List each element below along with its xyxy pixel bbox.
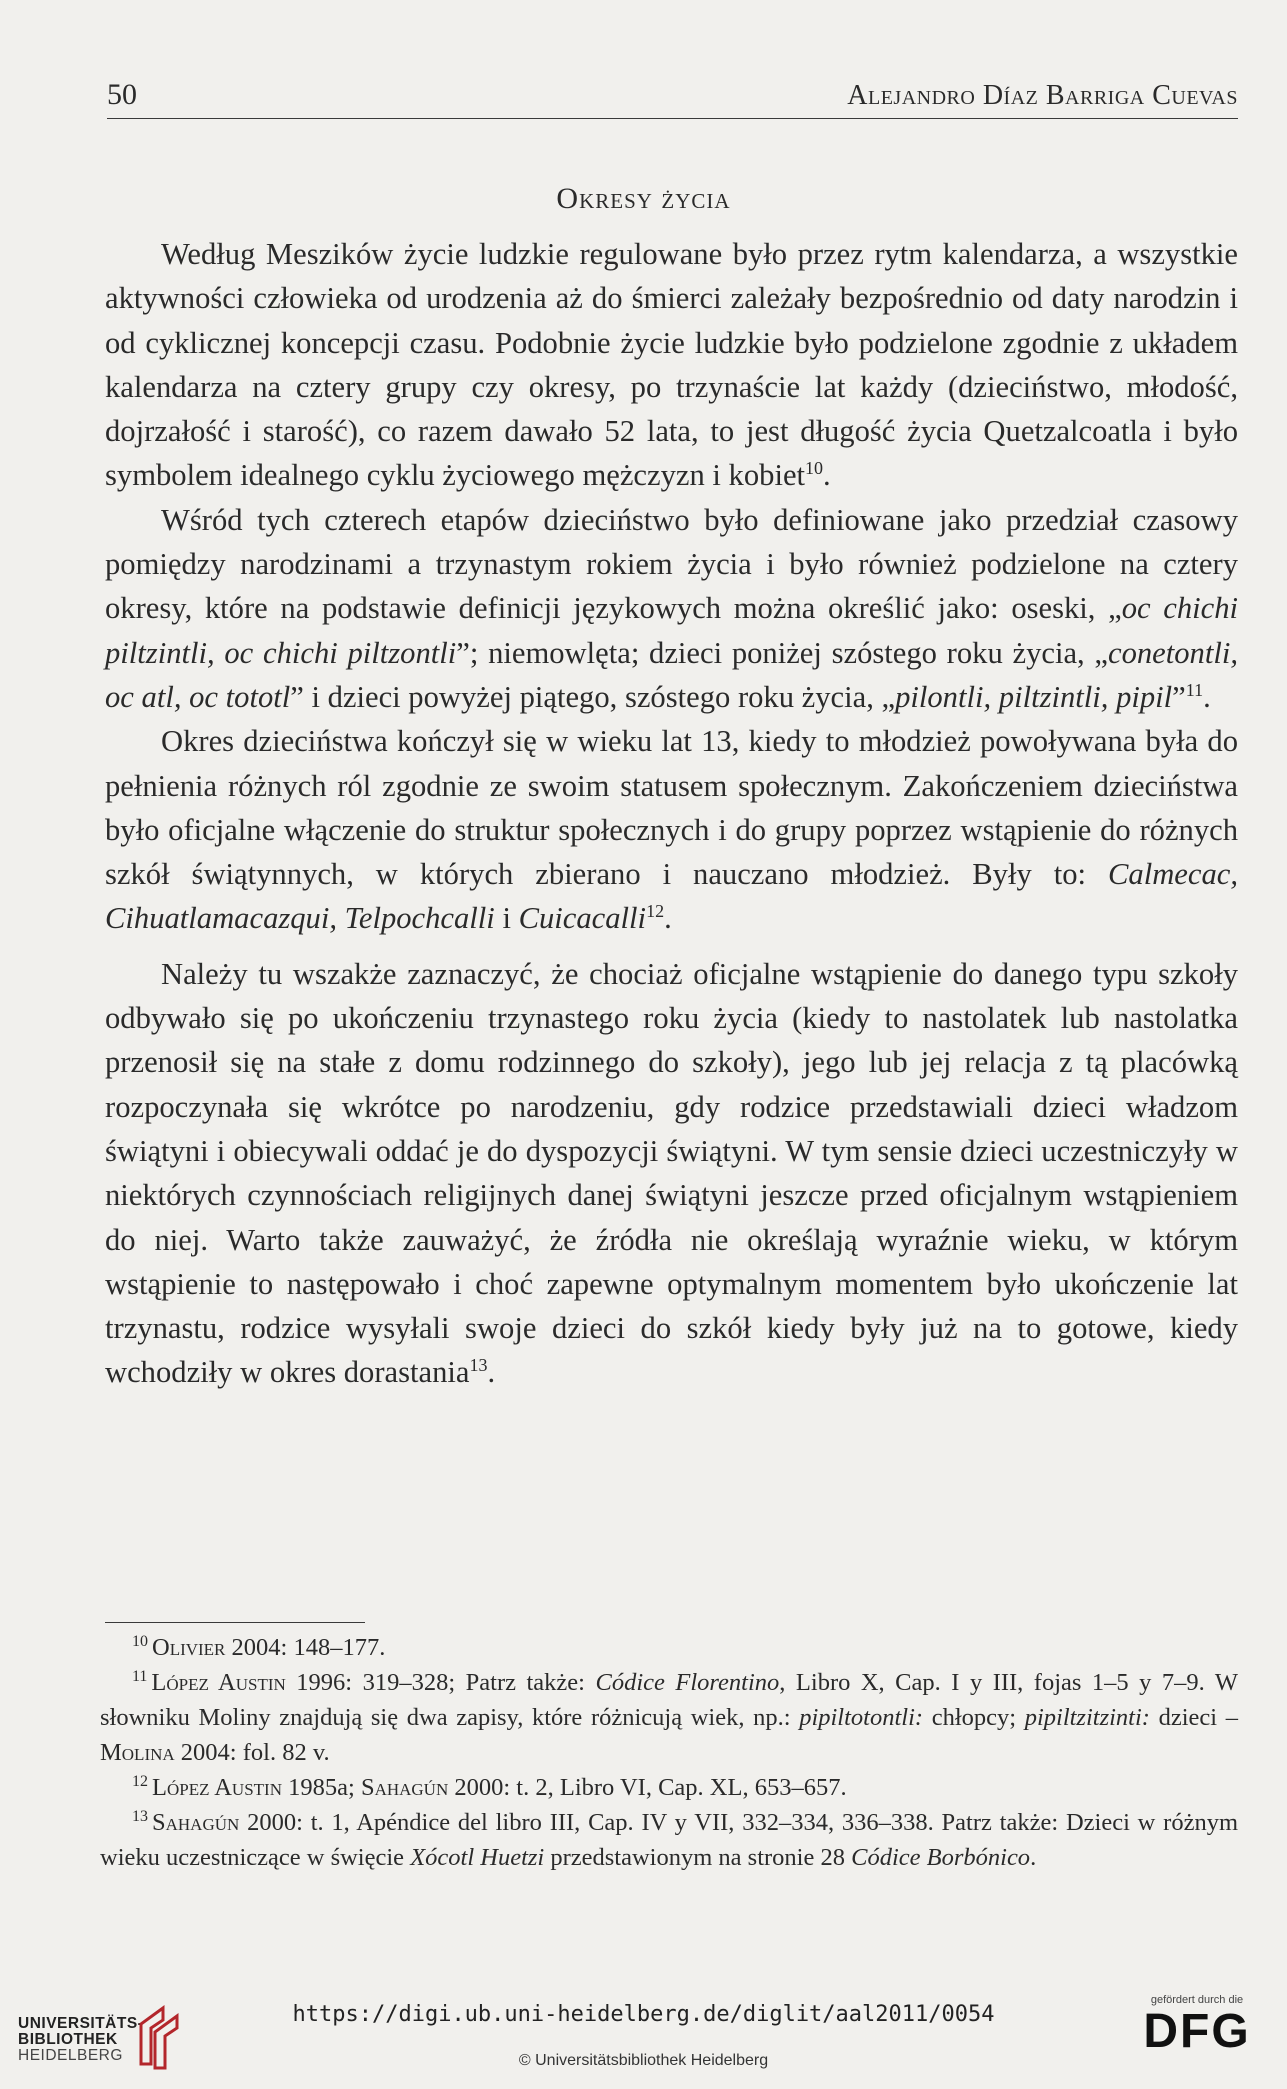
- page-header: [107, 78, 1238, 119]
- footnote-ref-12[interactable]: 12: [646, 901, 665, 922]
- paragraph-2: Wśród tych czterech etapów dzieciństwo było definiowane jako przedział czasowy pomiędzy narodzinami a trzynastym rokiem życia i było również podzielone na cztery okresy, które na podstawie definicji językowych można określić jako: oseski, „oc chichi piltzintli, oc chichi piltzontli”; niemowlęta; dzieci poniżej szóstego roku życia, „conetontli, oc atl, oc tototl” i dzieci powyżej piątego, szóstego roku życia, „pilontli, piltzintli, pipil”$^{11}$.: [105, 502, 1238, 714]
- logo-line-2: BIBLIOTHEK: [18, 2031, 118, 2048]
- digitization-footer: [0, 1990, 1287, 2089]
- footnote-ref-11[interactable]: 11: [1185, 679, 1204, 700]
- footnote-ref-10[interactable]: 10: [805, 458, 824, 479]
- footnotes: [100, 1630, 1238, 1875]
- footnote-ref-13[interactable]: 13: [469, 1355, 488, 1376]
- main-text: [105, 232, 1238, 1395]
- dfg-wordmark: DFG: [1143, 2005, 1251, 2058]
- footnote-divider: [105, 1622, 365, 1623]
- copyright-notice: © Universitätsbibliothek Heidelberg: [518, 2052, 769, 2069]
- logo-line-1: UNIVERSITÄTS-: [18, 2015, 144, 2032]
- running-head: Alejandro Díaz Barriga Cuevas: [847, 80, 1238, 111]
- source-url-link[interactable]: https://digi.ub.uni-heidelberg.de/diglit/aal2011/0054: [292, 2002, 995, 2027]
- dfg-funding-text: gefördert durch die: [1150, 1994, 1244, 2006]
- footnote-10: $^{10}$ Olivier 2004: 148–177.: [132, 1632, 386, 1661]
- page-number: 50: [107, 78, 137, 111]
- paragraph-4: Należy tu wszakże zaznaczyć, że chociaż oficjalne wstąpienie do danego typu szkoły odbywało się po ukończeniu trzynastego roku życia (kiedy to nastolatek lub nastolatka przenosił się na stałe z domu rodzinnego do szkoły), jego lub jej relacja z tą placówką rozpoczynała się wkrótce po narodzeniu, gdy rodzice przedstawiali dzieci władzom świątyni i obiecywali oddać je do dyspozycji świątyni. W tym sensie dzieci uczestniczyły w niektórych czynnościach religijnych danej świątyni jeszcze przed oficjalnym wstąpieniem do niej. Warto także zauważyć, że źródła nie określają wyraźnie wieku, w którym wstąpienie to następowało i choć zapewne optymalnym momentem było ukończenie lat trzynastu, rodzice wysyłali swoje dzieci do szkół kiedy były już na to gotowe, kiedy wchodziły w okres dorastania$^{13}$.: [105, 956, 1238, 1390]
- footnote-13: $^{13}$ Sahagún 2000: t. 1, Apéndice del libro III, Cap. IV y VII, 332–334, 336–338. Patrz także: Dzieci w różnym wieku uczestniczące w święcie Xócotl Huetzi przedstawionym na stronie 28 Códice Borbónico.: [100, 1807, 1238, 1871]
- footnote-12: $^{12}$ López Austin 1985a; Sahagún 2000: t. 2, Libro VI, Cap. XL, 653–657.: [132, 1772, 847, 1801]
- footnote-11: $^{11}$ López Austin 1996: 319–328; Patrz także: Códice Florentino, Libro X, Cap. I y III, fojas 1–5 y 7–9. W słowniku Moliny znajdują się dwa zapisy, które różnicują wiek, np.: pipiltotontli: chłopcy; pipiltzitzinti: dzieci – Molina 2004: fol. 82 v.: [100, 1667, 1238, 1766]
- paragraph-3: Okres dzieciństwa kończył się w wieku lat 13, kiedy to młodzież powoływana była do pełnienia różnych ról zgodnie ze swoim statusem społecznym. Zakończeniem dzieciństwa było oficjalne włączenie do struktur społecznych i do grupy poprzez wstąpienie do różnych szkół świątynnych, w których zbierano i nauczano młodzież. Były to: Calmecac, Cihuatlamacazqui, Telpochcalli i Cuicacalli$^{12}$.: [105, 724, 1238, 936]
- logo-line-3: HEIDELBERG: [18, 2047, 123, 2064]
- paragraph-1: Według Meszików życie ludzkie regulowane było przez rytm kalendarza, a wszystkie aktywności człowieka od urodzenia aż do śmierci zależały bezpośrednio od daty narodzin i od cyklicznej koncepcji czasu. Podobnie życie ludzkie było podzielone zgodnie z układem kalendarza na cztery grupy czy okresy, po trzynaście lat każdy (dzieciństwo, młodość, dojrzałość i starość), co razem dawało 52 lata, to jest długość życia Quetzalcoatla i było symbolem idealnego cyklu życiowego mężczyzn i kobiet$^{10}$.: [105, 237, 1238, 493]
- dfg-logo[interactable]: [1137, 1994, 1257, 2079]
- section-title: Okresy życia: [556, 182, 731, 215]
